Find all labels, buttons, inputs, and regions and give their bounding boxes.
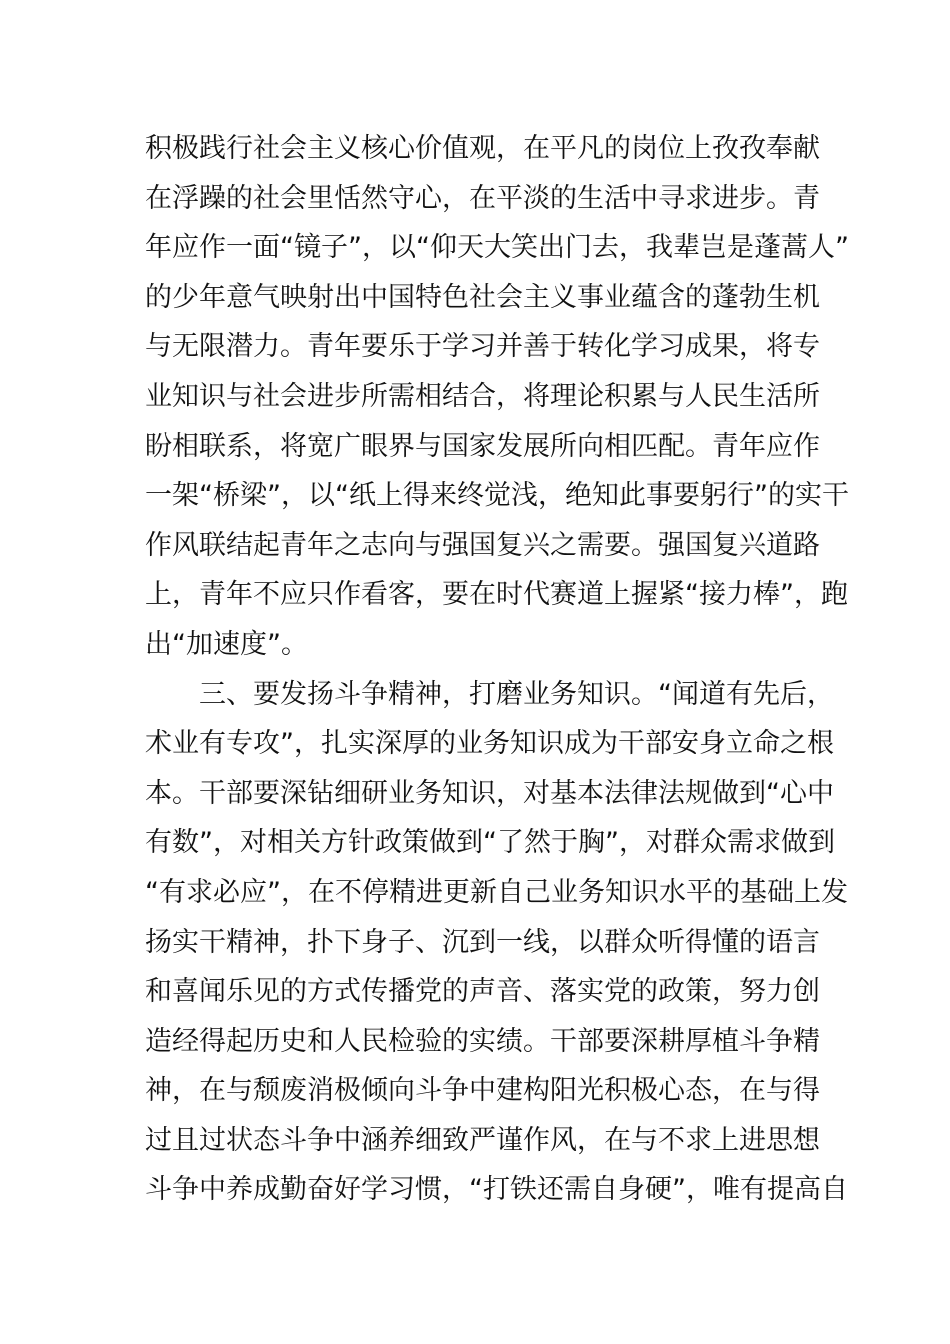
text-line: 作风联结起青年之志向与强国复兴之需要。强国复兴道路: [145, 529, 820, 561]
text-line: 一架“桥梁”，以“纸上得来终觉浅，绝知此事要躬行”的实干: [145, 480, 849, 512]
text-line: 盼相联系，将宽广眼界与国家发展所向相匹配。青年应作: [145, 430, 820, 462]
paragraph-end-line: 出“加速度”。: [145, 628, 308, 660]
body-text: [145, 124, 849, 1215]
text-line: 业知识与社会进步所需相结合，将理论积累与人民生活所: [145, 380, 820, 412]
text-line: 年应作一面“镜子”，以“仰天大笑出门去，我辈岂是蓬蒿人”: [145, 232, 849, 264]
text-line: 神，在与颓废消极倾向斗争中建构阳光积极心态，在与得: [145, 1075, 820, 1107]
text-line: 和喜闻乐见的方式传播党的声音、落实党的政策，努力创: [145, 976, 820, 1008]
text-line: 积极践行社会主义核心价值观，在平凡的岗位上孜孜奉献: [145, 133, 820, 164]
text-line: 扬实干精神，扑下身子、沉到一线，以群众听得懂的语言: [145, 926, 820, 958]
text-line: 过且过状态斗争中涵养细致严谨作风，在与不求上进思想: [145, 1124, 820, 1156]
text-line: 本。干部要深钻细研业务知识，对基本法律法规做到“心中: [145, 777, 834, 809]
text-line: 术业有专攻”，扎实深厚的业务知识成为干部安身立命之根: [145, 728, 834, 760]
text-line: 与无限潜力。青年要乐于学习并善于转化学习成果，将专: [145, 331, 820, 363]
text-line: “有求必应”，在不停精进更新自己业务知识水平的基础上发: [145, 876, 848, 908]
text-line: 有数”，对相关方针政策做到“了然于胸”，对群众需求做到: [145, 827, 835, 859]
text-line: 的少年意气映射出中国特色社会主义事业蕴含的蓬勃生机: [145, 281, 820, 313]
text-line: 在浮躁的社会里恬然守心，在平淡的生活中寻求进步。青: [145, 182, 820, 214]
section-heading-line: 三、要发扬斗争精神，打磨业务知识。“闻道有先后，: [199, 678, 834, 710]
text-line: 造经得起历史和人民检验的实绩。干部要深耕厚植斗争精: [145, 1025, 820, 1057]
text-line: 斗争中养成勤奋好学习惯，“打铁还需自身硬”，唯有提高自: [145, 1174, 848, 1206]
text-line: 上，青年不应只作看客，要在时代赛道上握紧“接力棒”，跑: [145, 579, 848, 611]
